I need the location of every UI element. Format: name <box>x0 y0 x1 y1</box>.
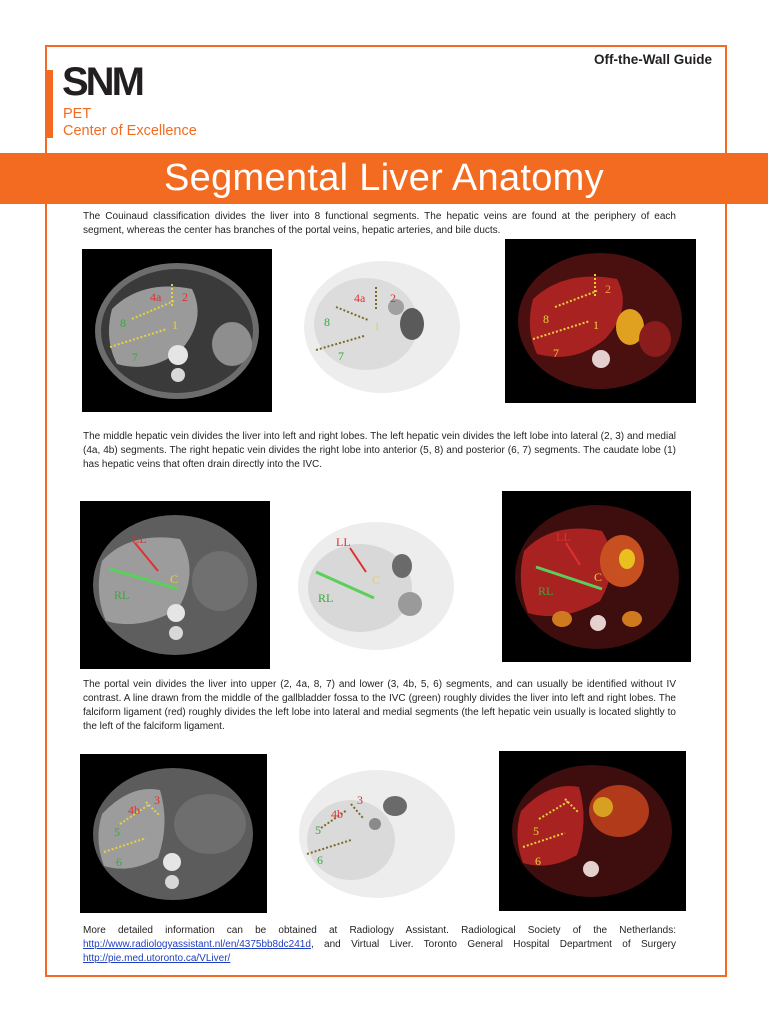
segment-5-label: 5 <box>315 823 321 837</box>
segment-2-label: 2 <box>182 290 188 304</box>
segment-5-label: 5 <box>114 825 120 839</box>
fused-scan-row2 <box>502 491 691 662</box>
portal-vein-paragraph: The portal vein divides the liver into upper (2, 4a, 8, 7) and lower (3, 4b, 5, 6) segments, and can usually be identified without IV contrast. A line drawn from the middle of the gallbladder fossa to the IVC (green) roughly divides the liver into left and right lobes. The falciform ligament (red) roughly divides the left lobe into lateral and medial segments (the left hepatic vein usually is located slightly to the left of the falciform ligament. <box>83 679 676 732</box>
right-lobe-label: RL <box>114 588 130 602</box>
segment-8-label: 8 <box>543 312 549 326</box>
segment-6-label: 6 <box>317 853 323 867</box>
radiology-assistant-link[interactable]: http://www.radiologyassistant.nl/en/4375bb8dc241d <box>83 939 311 950</box>
segment-2-label: 2 <box>605 282 611 296</box>
segment-3-label: 3 <box>357 793 363 807</box>
segment-1-label: 1 <box>172 318 178 332</box>
segment-8-label: 8 <box>120 316 126 330</box>
logo-accent-bar <box>46 70 53 138</box>
footer-text-2: , and Virtual Liver. Toronto General Hospital Department of Surgery <box>310 939 676 950</box>
fused-scan-row1 <box>505 239 696 403</box>
segment-7-label: 7 <box>553 346 559 360</box>
right-lobe-label: RL <box>538 584 554 598</box>
right-lobe-label: RL <box>318 591 334 605</box>
segment-8-label: 8 <box>324 315 330 329</box>
ct-scan-row3 <box>80 754 267 913</box>
segment-7-label: 7 <box>132 350 138 364</box>
pet-scan-row3 <box>291 760 463 908</box>
pet-scan-row1 <box>296 252 468 402</box>
segment-3-label: 3 <box>154 793 160 807</box>
segment-5-label: 5 <box>533 824 539 838</box>
caudate-label: C <box>372 573 381 587</box>
segment-1-label: 1 <box>593 318 599 332</box>
pet-scan-row2 <box>290 512 462 660</box>
fused-scan-row3 <box>499 751 686 911</box>
caudate-label: C <box>594 570 603 584</box>
title-banner <box>0 153 768 204</box>
ct-scan-row2 <box>80 501 270 669</box>
caudate-label: C <box>170 572 179 586</box>
left-lobe-label: LL <box>336 535 351 549</box>
hepatic-veins-paragraph: The middle hepatic vein divides the liver into left and right lobes. The left hepatic vein divides the left lobe into lateral (2, 3) and medial (4a, 4b) segments. The right hepatic vein divides the right lobe into anterior (5, 8) and posterior (6, 7) segments. The caudate lobe (1) has hepatic veins that often drain directly into the IVC. <box>83 431 676 470</box>
logo-center-text: Center of Excellence <box>63 123 197 139</box>
logo-pet-text: PET <box>63 106 92 122</box>
snm-logo: SNM <box>62 60 142 104</box>
segment-6-label: 6 <box>535 854 541 868</box>
guide-label: Off-the-Wall Guide <box>594 52 712 67</box>
left-lobe-label: LL <box>556 530 571 544</box>
segment-7-label: 7 <box>338 349 344 363</box>
page-title: Segmental Liver Anatomy <box>164 157 604 199</box>
footer-text-1: More detailed information can be obtained at Radiology Assistant. Radiological Society of the Netherlands: <box>83 925 676 936</box>
segment-2-label: 2 <box>390 291 396 305</box>
segment-1-label: 1 <box>374 319 380 333</box>
segment-4a-label: 4a <box>150 290 162 304</box>
left-lobe-label: LL <box>132 532 147 546</box>
intro-paragraph: The Couinaud classification divides the liver into 8 functional segments. The hepatic veins are found at the periphery of each segment, whereas the center has branches of the portal veins, hepatic arteries, and bile ducts. <box>83 211 676 236</box>
segment-4b-label: 4b <box>331 807 343 821</box>
footer-paragraph <box>83 924 676 966</box>
virtual-liver-link[interactable]: http://pie.med.utoronto.ca/VLiver/ <box>83 953 231 964</box>
segment-4b-label: 4b <box>128 803 140 817</box>
ct-scan-row1 <box>82 249 272 412</box>
segment-4a-label: 4a <box>354 291 366 305</box>
segment-6-label: 6 <box>116 855 122 869</box>
